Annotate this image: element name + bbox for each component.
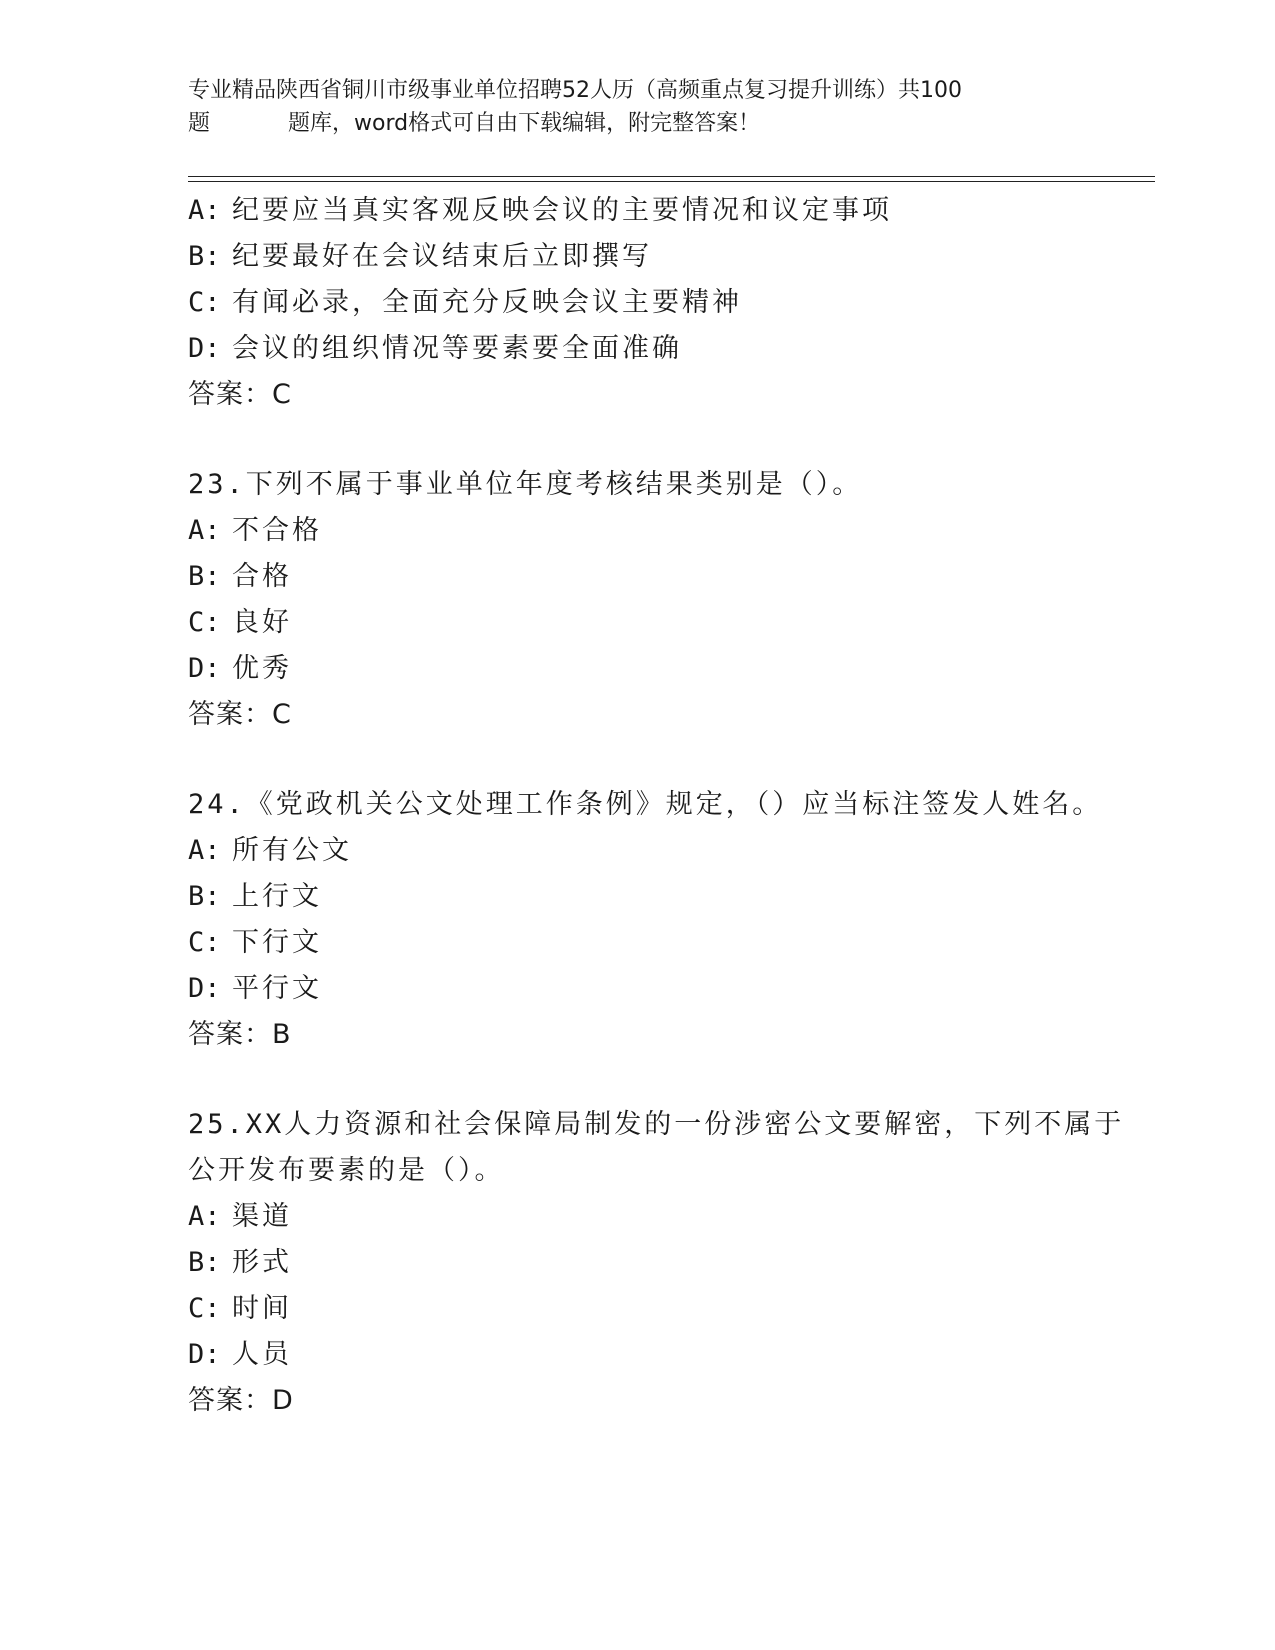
header-line2-rest: 题库，word格式可自由下载编辑，附完整答案！ (288, 111, 761, 136)
option-b: B: 上行文 (188, 881, 322, 912)
document-header (188, 74, 1078, 140)
option-c: C: 时间 (188, 1293, 292, 1324)
option-d: D: 会议的组织情况等要素要全面准确 (188, 333, 682, 364)
option-a: A: 纪要应当真实客观反映会议的主要情况和议定事项 (188, 195, 892, 226)
answer-line: 答案：B (188, 1019, 292, 1050)
option-a: A: 不合格 (188, 515, 322, 546)
question-text: 23.下列不属于事业单位年度考核结果类别是（）。 (188, 469, 863, 500)
option-b: B: 合格 (188, 561, 292, 592)
option-c: C: 有闻必录，全面充分反映会议主要精神 (188, 287, 742, 318)
answer-line: 答案：D (188, 1385, 294, 1416)
question-text-line1: 25.XX人力资源和社会保障局制发的一份涉密公文要解密，下列不属于 (188, 1109, 1125, 1140)
document-body (188, 188, 1125, 1424)
question-gap (188, 418, 1088, 462)
question-text-line2: 公开发布要素的是（）。 (188, 1155, 505, 1186)
question-block-22 (188, 188, 1088, 418)
option-b: B: 形式 (188, 1247, 292, 1278)
header-title-line1: 专业精品陕西省铜川市级事业单位招聘52人历（高频重点复习提升训练）共100 (188, 78, 962, 103)
header-double-rule (188, 176, 1155, 182)
header-title-line2 (188, 107, 1078, 140)
option-a: A: 所有公文 (188, 835, 352, 866)
option-c: C: 下行文 (188, 927, 322, 958)
question-gap (188, 1058, 1088, 1102)
header-rule-top (188, 176, 1155, 177)
answer-line: 答案：C (188, 379, 292, 410)
option-c: C: 良好 (188, 607, 292, 638)
option-d: D: 人员 (188, 1339, 292, 1370)
question-block-25 (188, 1102, 1125, 1424)
question-gap (188, 738, 1088, 782)
question-block-24 (188, 782, 1103, 1058)
question-text: 24.《党政机关公文处理工作条例》规定，（）应当标注签发人姓名。 (188, 789, 1103, 820)
option-d: D: 优秀 (188, 653, 292, 684)
header-line2-lead: 题 (188, 111, 211, 136)
option-a: A: 渠道 (188, 1201, 292, 1232)
header-rule-bottom (188, 181, 1155, 182)
question-block-23 (188, 462, 1088, 738)
option-d: D: 平行文 (188, 973, 322, 1004)
option-b: B: 纪要最好在会议结束后立即撰写 (188, 241, 652, 272)
answer-line: 答案：C (188, 699, 292, 730)
